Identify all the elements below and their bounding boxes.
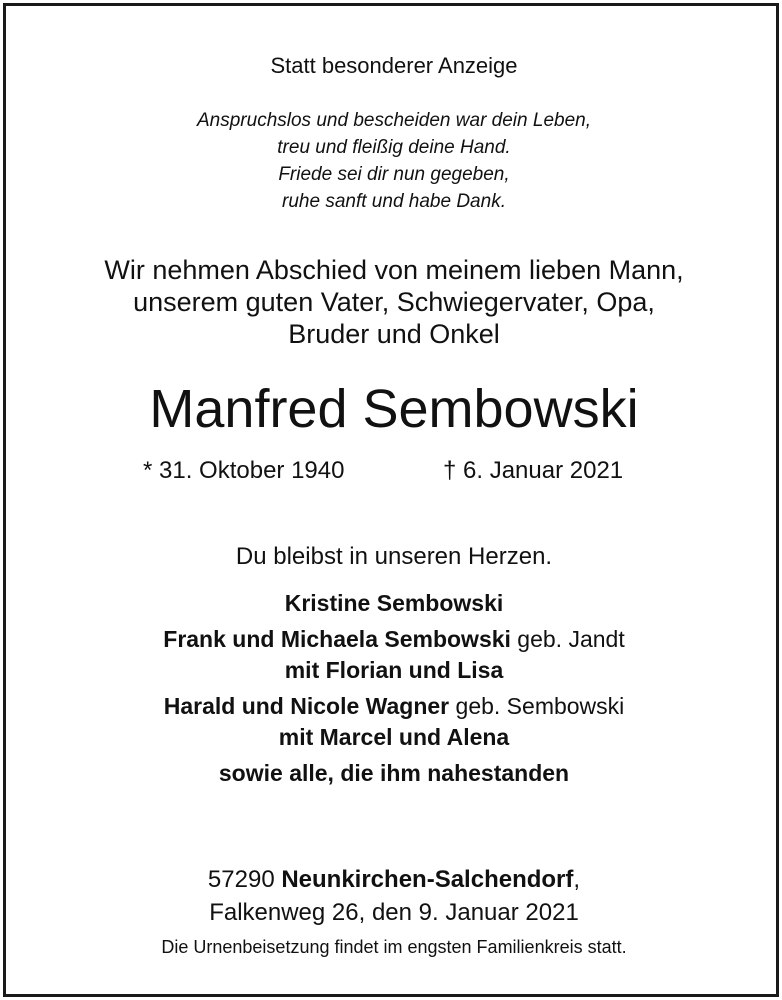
motto-text: Du bleibst in unseren Herzen. xyxy=(235,543,553,570)
family-line-6 xyxy=(6,760,782,787)
family-name-3: mit Florian und Lisa xyxy=(284,657,504,683)
family-name-5: mit Marcel und Alena xyxy=(278,724,510,750)
deceased-name: Manfred Sembowski xyxy=(149,379,639,439)
poem-line-1: Anspruchslos und bescheiden war dein Leben, xyxy=(197,110,591,131)
address-comma: , xyxy=(573,866,581,893)
address-town: Neunkirchen-Salchendorf xyxy=(281,866,574,893)
address-line-2: Falkenweg 26, den 9. Januar 2021 xyxy=(209,899,579,926)
family-line-5 xyxy=(6,724,782,751)
burial-note: Die Urnenbeisetzung findet im engsten Familienkreis statt. xyxy=(161,937,627,957)
family-name-1: Kristine Sembowski xyxy=(284,590,504,616)
poem-line-3: Friede sei dir nun gegeben, xyxy=(278,164,510,185)
family-line-3 xyxy=(6,657,782,684)
address-line-1 xyxy=(6,866,782,894)
family-name-2: Frank und Michaela Sembowski xyxy=(163,626,511,652)
intro-line-2: unserem guten Vater, Schwiegervater, Opa, xyxy=(133,287,655,317)
family-line-4 xyxy=(6,693,782,720)
header-text: Statt besonderer Anzeige xyxy=(270,53,518,78)
death-date: † 6. Januar 2021 xyxy=(443,457,624,484)
family-name-4: Harald und Nicole Wagner xyxy=(163,693,450,719)
family-name-6: sowie alle, die ihm nahestanden xyxy=(218,760,570,786)
birth-date: * 31. Oktober 1940 xyxy=(143,457,345,484)
family-maiden-4: geb. Sembowski xyxy=(449,693,625,719)
family-line-2 xyxy=(6,626,782,653)
address-postcode: 57290 xyxy=(207,866,282,893)
poem-line-4: ruhe sanft und habe Dank. xyxy=(282,191,506,212)
family-maiden-2: geb. Jandt xyxy=(510,626,625,652)
intro-line-3: Bruder und Onkel xyxy=(288,319,500,349)
notice-frame xyxy=(3,3,779,997)
poem-line-2: treu und fleißig deine Hand. xyxy=(277,137,511,158)
family-line-1 xyxy=(6,590,782,617)
intro-line-1: Wir nehmen Abschied von meinem lieben Mann, xyxy=(104,255,684,285)
